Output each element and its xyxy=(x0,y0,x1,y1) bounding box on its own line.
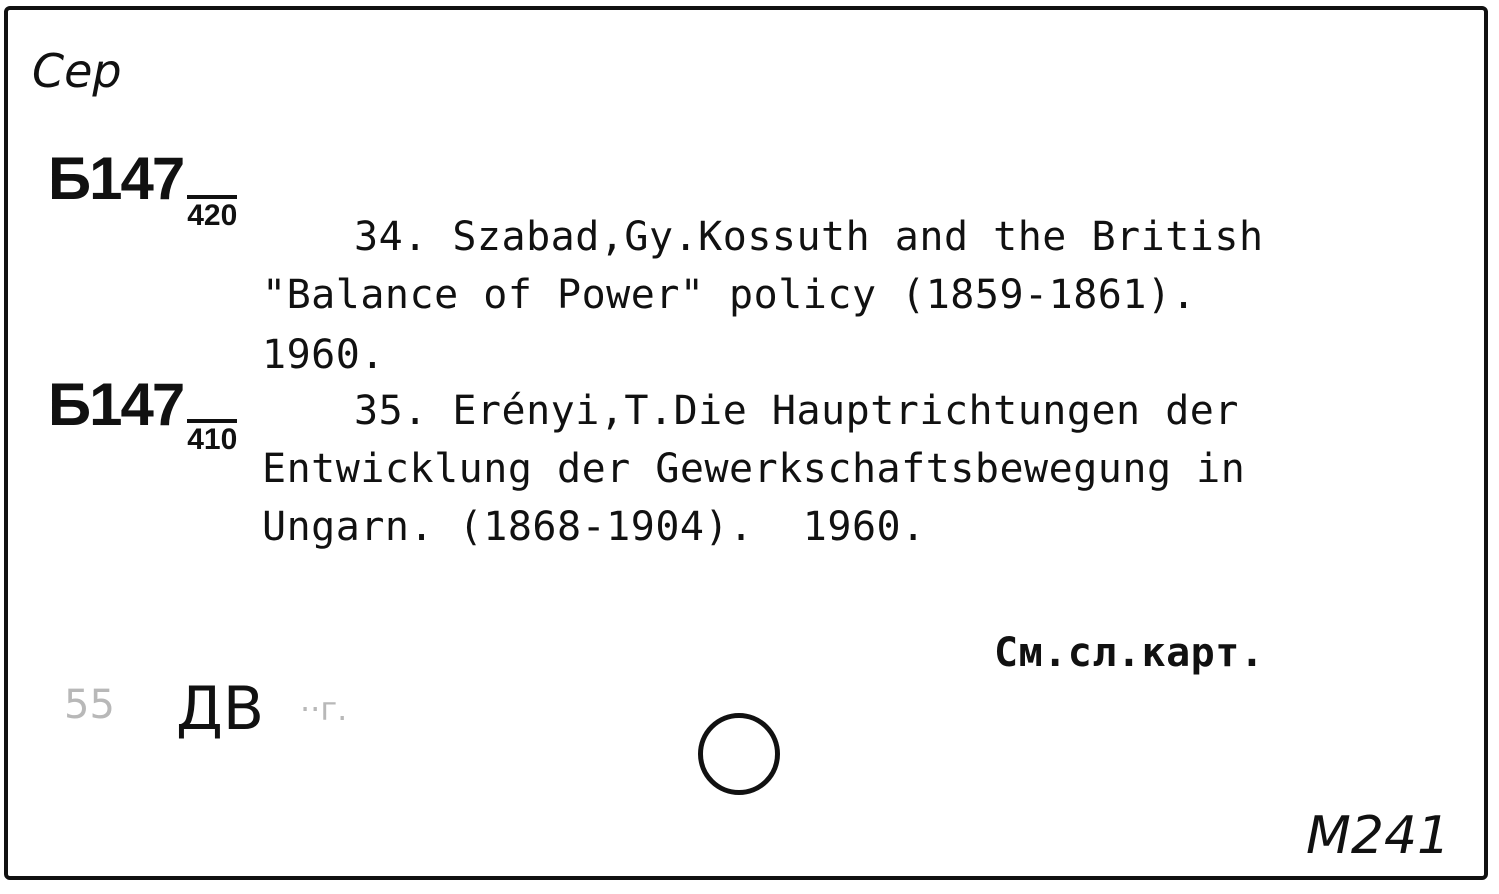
shelfmark-2-sub: 410 xyxy=(187,419,237,455)
shelfmark-2 xyxy=(48,370,238,456)
faded-tail: ··г. xyxy=(300,690,348,728)
entry-34-line-1: 34. Szabad,Gy.Kossuth and the British xyxy=(354,214,1264,260)
entry-35-line-2: Entwicklung der Gewerkschaftsbewegung in xyxy=(262,446,1246,492)
entry-34-line-2: "Balance of Power" policy (1859-1861). xyxy=(262,272,1197,318)
shelfmark-1 xyxy=(48,144,238,232)
see-next-card: См.сл.карт. xyxy=(994,630,1265,676)
shelfmark-2-main: Б147 xyxy=(48,371,184,438)
catalog-card xyxy=(4,6,1488,880)
entry-34-line-3: 1960. xyxy=(262,332,385,378)
punch-hole xyxy=(698,713,780,795)
entry-35-line-1: 35. Erényi,T.Die Hauptrichtungen der xyxy=(354,388,1239,434)
corner-note: Сер xyxy=(32,44,122,98)
handwritten-initials: ДВ xyxy=(176,674,265,744)
faded-stamp: 55 xyxy=(64,682,115,728)
entry-35-line-3: Ungarn. (1868-1904). 1960. xyxy=(262,504,926,550)
shelfmark-1-main: Б147 xyxy=(48,145,184,212)
card-number: М241 xyxy=(1306,806,1451,866)
shelfmark-1-sub: 420 xyxy=(187,195,237,231)
